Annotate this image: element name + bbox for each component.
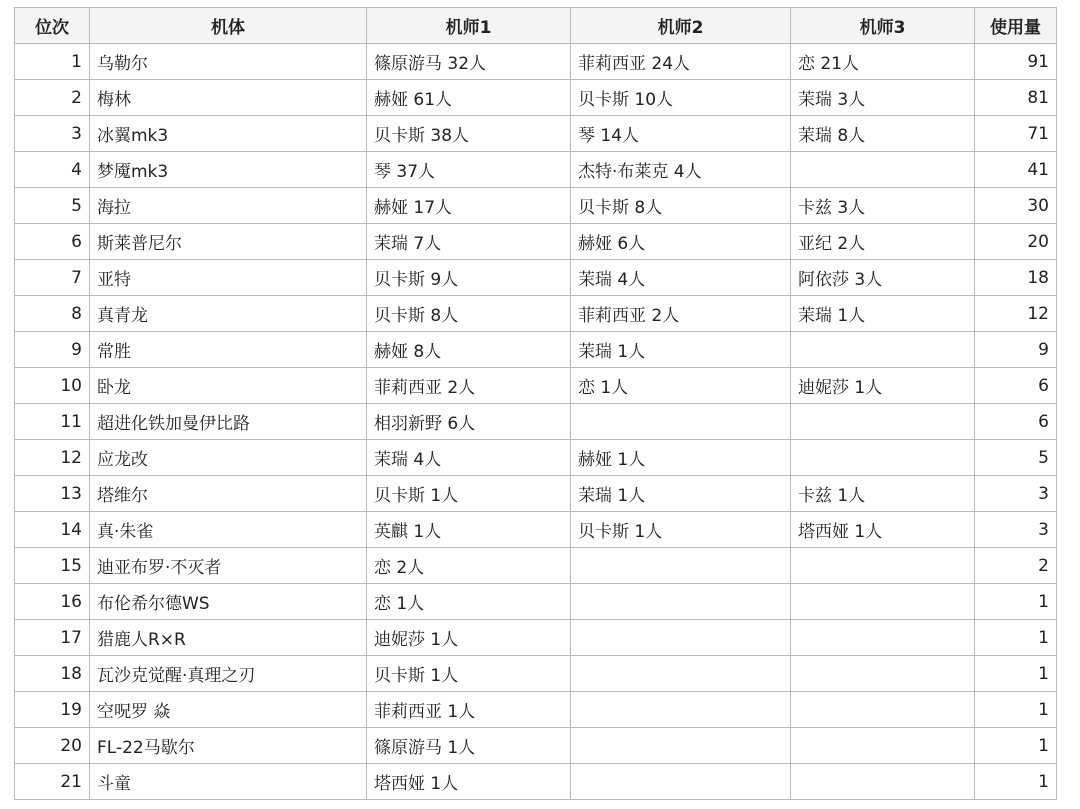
pilot-1-cell: 茉瑞 7人 xyxy=(367,224,571,260)
table-row xyxy=(15,512,1057,548)
pilot-2-cell: 贝卡斯 1人 xyxy=(571,512,791,548)
usage-cell: 91 xyxy=(975,44,1057,80)
usage-cell: 1 xyxy=(975,728,1057,764)
pilot-1-cell: 茉瑞 4人 xyxy=(367,440,571,476)
rank-cell: 16 xyxy=(15,584,90,620)
usage-cell: 9 xyxy=(975,332,1057,368)
pilot-1-cell: 英麒 1人 xyxy=(367,512,571,548)
pilot-2-cell xyxy=(571,404,791,440)
pilot-3-cell: 茉瑞 8人 xyxy=(791,116,975,152)
table-header-row xyxy=(15,8,1057,44)
table-row xyxy=(15,548,1057,584)
pilot-1-cell: 贝卡斯 8人 xyxy=(367,296,571,332)
header-usage: 使用量 xyxy=(975,8,1057,44)
mech-cell: 布伦希尔德WS xyxy=(90,584,367,620)
pilot-2-cell: 茉瑞 1人 xyxy=(571,476,791,512)
mech-cell: 梅林 xyxy=(90,80,367,116)
pilot-2-cell: 贝卡斯 8人 xyxy=(571,188,791,224)
rank-cell: 8 xyxy=(15,296,90,332)
usage-cell: 30 xyxy=(975,188,1057,224)
usage-cell: 81 xyxy=(975,80,1057,116)
table-row xyxy=(15,728,1057,764)
pilot-2-cell: 赫娅 1人 xyxy=(571,440,791,476)
mech-cell: 卧龙 xyxy=(90,368,367,404)
pilot-1-cell: 赫娅 8人 xyxy=(367,332,571,368)
pilot-2-cell: 茉瑞 4人 xyxy=(571,260,791,296)
pilot-3-cell: 茉瑞 3人 xyxy=(791,80,975,116)
table-row xyxy=(15,656,1057,692)
pilot-2-cell: 菲莉西亚 24人 xyxy=(571,44,791,80)
pilot-3-cell xyxy=(791,764,975,800)
pilot-1-cell: 迪妮莎 1人 xyxy=(367,620,571,656)
usage-cell: 18 xyxy=(975,260,1057,296)
usage-cell: 1 xyxy=(975,692,1057,728)
pilot-3-cell xyxy=(791,620,975,656)
pilot-3-cell: 茉瑞 1人 xyxy=(791,296,975,332)
pilot-3-cell: 卡兹 3人 xyxy=(791,188,975,224)
table-body xyxy=(15,44,1057,800)
mech-cell: 斯莱普尼尔 xyxy=(90,224,367,260)
table-row xyxy=(15,332,1057,368)
rank-cell: 21 xyxy=(15,764,90,800)
usage-cell: 20 xyxy=(975,224,1057,260)
usage-cell: 3 xyxy=(975,476,1057,512)
mech-cell: FL-22马歇尔 xyxy=(90,728,367,764)
mech-cell: 迪亚布罗·不灭者 xyxy=(90,548,367,584)
pilot-3-cell xyxy=(791,548,975,584)
pilot-2-cell xyxy=(571,764,791,800)
pilot-3-cell: 迪妮莎 1人 xyxy=(791,368,975,404)
mech-cell: 猎鹿人R×R xyxy=(90,620,367,656)
pilot-3-cell: 阿依莎 3人 xyxy=(791,260,975,296)
usage-cell: 6 xyxy=(975,404,1057,440)
pilot-2-cell: 恋 1人 xyxy=(571,368,791,404)
rank-cell: 6 xyxy=(15,224,90,260)
mech-cell: 常胜 xyxy=(90,332,367,368)
ranking-table-container xyxy=(14,7,1057,800)
pilot-2-cell: 贝卡斯 10人 xyxy=(571,80,791,116)
pilot-3-cell xyxy=(791,152,975,188)
header-pilot-1: 机师1 xyxy=(367,8,571,44)
pilot-3-cell: 恋 21人 xyxy=(791,44,975,80)
usage-cell: 12 xyxy=(975,296,1057,332)
pilot-1-cell: 贝卡斯 38人 xyxy=(367,116,571,152)
rank-cell: 14 xyxy=(15,512,90,548)
pilot-2-cell: 琴 14人 xyxy=(571,116,791,152)
rank-cell: 19 xyxy=(15,692,90,728)
rank-cell: 17 xyxy=(15,620,90,656)
rank-cell: 4 xyxy=(15,152,90,188)
mech-cell: 真青龙 xyxy=(90,296,367,332)
rank-cell: 18 xyxy=(15,656,90,692)
pilot-1-cell: 塔西娅 1人 xyxy=(367,764,571,800)
pilot-2-cell: 杰特·布莱克 4人 xyxy=(571,152,791,188)
usage-cell: 3 xyxy=(975,512,1057,548)
table-row xyxy=(15,404,1057,440)
pilot-2-cell xyxy=(571,728,791,764)
pilot-2-cell xyxy=(571,620,791,656)
pilot-3-cell: 卡兹 1人 xyxy=(791,476,975,512)
pilot-3-cell xyxy=(791,404,975,440)
mech-cell: 冰翼mk3 xyxy=(90,116,367,152)
table-row xyxy=(15,476,1057,512)
header-mech: 机体 xyxy=(90,8,367,44)
pilot-2-cell xyxy=(571,656,791,692)
rank-cell: 9 xyxy=(15,332,90,368)
pilot-1-cell: 恋 1人 xyxy=(367,584,571,620)
pilot-2-cell xyxy=(571,692,791,728)
pilot-3-cell: 塔西娅 1人 xyxy=(791,512,975,548)
rank-cell: 1 xyxy=(15,44,90,80)
rank-cell: 5 xyxy=(15,188,90,224)
pilot-3-cell xyxy=(791,332,975,368)
pilot-1-cell: 相羽新野 6人 xyxy=(367,404,571,440)
mech-cell: 应龙改 xyxy=(90,440,367,476)
mech-cell: 塔维尔 xyxy=(90,476,367,512)
table-row xyxy=(15,764,1057,800)
pilot-2-cell xyxy=(571,584,791,620)
pilot-2-cell: 茉瑞 1人 xyxy=(571,332,791,368)
pilot-1-cell: 篠原游马 32人 xyxy=(367,44,571,80)
pilot-1-cell: 贝卡斯 1人 xyxy=(367,656,571,692)
rank-cell: 11 xyxy=(15,404,90,440)
pilot-1-cell: 菲莉西亚 2人 xyxy=(367,368,571,404)
ranking-table xyxy=(14,7,1057,800)
table-row xyxy=(15,80,1057,116)
usage-cell: 1 xyxy=(975,764,1057,800)
pilot-1-cell: 菲莉西亚 1人 xyxy=(367,692,571,728)
table-row xyxy=(15,260,1057,296)
usage-cell: 2 xyxy=(975,548,1057,584)
rank-cell: 2 xyxy=(15,80,90,116)
mech-cell: 亚特 xyxy=(90,260,367,296)
rank-cell: 12 xyxy=(15,440,90,476)
mech-cell: 乌勒尔 xyxy=(90,44,367,80)
table-row xyxy=(15,44,1057,80)
usage-cell: 1 xyxy=(975,620,1057,656)
pilot-2-cell xyxy=(571,548,791,584)
pilot-2-cell: 赫娅 6人 xyxy=(571,224,791,260)
table-row xyxy=(15,188,1057,224)
mech-cell: 瓦沙克觉醒·真理之刃 xyxy=(90,656,367,692)
pilot-3-cell xyxy=(791,440,975,476)
pilot-1-cell: 琴 37人 xyxy=(367,152,571,188)
table-row xyxy=(15,224,1057,260)
rank-cell: 3 xyxy=(15,116,90,152)
usage-cell: 1 xyxy=(975,584,1057,620)
pilot-3-cell xyxy=(791,656,975,692)
table-row xyxy=(15,116,1057,152)
rank-cell: 10 xyxy=(15,368,90,404)
table-row xyxy=(15,368,1057,404)
mech-cell: 空呪罗 焱 xyxy=(90,692,367,728)
header-pilot-3: 机师3 xyxy=(791,8,975,44)
mech-cell: 海拉 xyxy=(90,188,367,224)
rank-cell: 20 xyxy=(15,728,90,764)
pilot-1-cell: 赫娅 17人 xyxy=(367,188,571,224)
usage-cell: 1 xyxy=(975,656,1057,692)
rank-cell: 15 xyxy=(15,548,90,584)
header-rank: 位次 xyxy=(15,8,90,44)
mech-cell: 斗童 xyxy=(90,764,367,800)
rank-cell: 7 xyxy=(15,260,90,296)
table-row xyxy=(15,440,1057,476)
pilot-2-cell: 菲莉西亚 2人 xyxy=(571,296,791,332)
pilot-3-cell: 亚纪 2人 xyxy=(791,224,975,260)
table-row xyxy=(15,152,1057,188)
pilot-3-cell xyxy=(791,584,975,620)
pilot-3-cell xyxy=(791,692,975,728)
pilot-1-cell: 恋 2人 xyxy=(367,548,571,584)
usage-cell: 41 xyxy=(975,152,1057,188)
pilot-1-cell: 贝卡斯 1人 xyxy=(367,476,571,512)
mech-cell: 梦魇mk3 xyxy=(90,152,367,188)
usage-cell: 5 xyxy=(975,440,1057,476)
mech-cell: 真·朱雀 xyxy=(90,512,367,548)
header-pilot-2: 机师2 xyxy=(571,8,791,44)
pilot-1-cell: 篠原游马 1人 xyxy=(367,728,571,764)
table-row xyxy=(15,620,1057,656)
usage-cell: 71 xyxy=(975,116,1057,152)
pilot-3-cell xyxy=(791,728,975,764)
table-row xyxy=(15,584,1057,620)
table-row xyxy=(15,692,1057,728)
pilot-1-cell: 贝卡斯 9人 xyxy=(367,260,571,296)
mech-cell: 超进化铁加曼伊比路 xyxy=(90,404,367,440)
usage-cell: 6 xyxy=(975,368,1057,404)
pilot-1-cell: 赫娅 61人 xyxy=(367,80,571,116)
table-row xyxy=(15,296,1057,332)
rank-cell: 13 xyxy=(15,476,90,512)
